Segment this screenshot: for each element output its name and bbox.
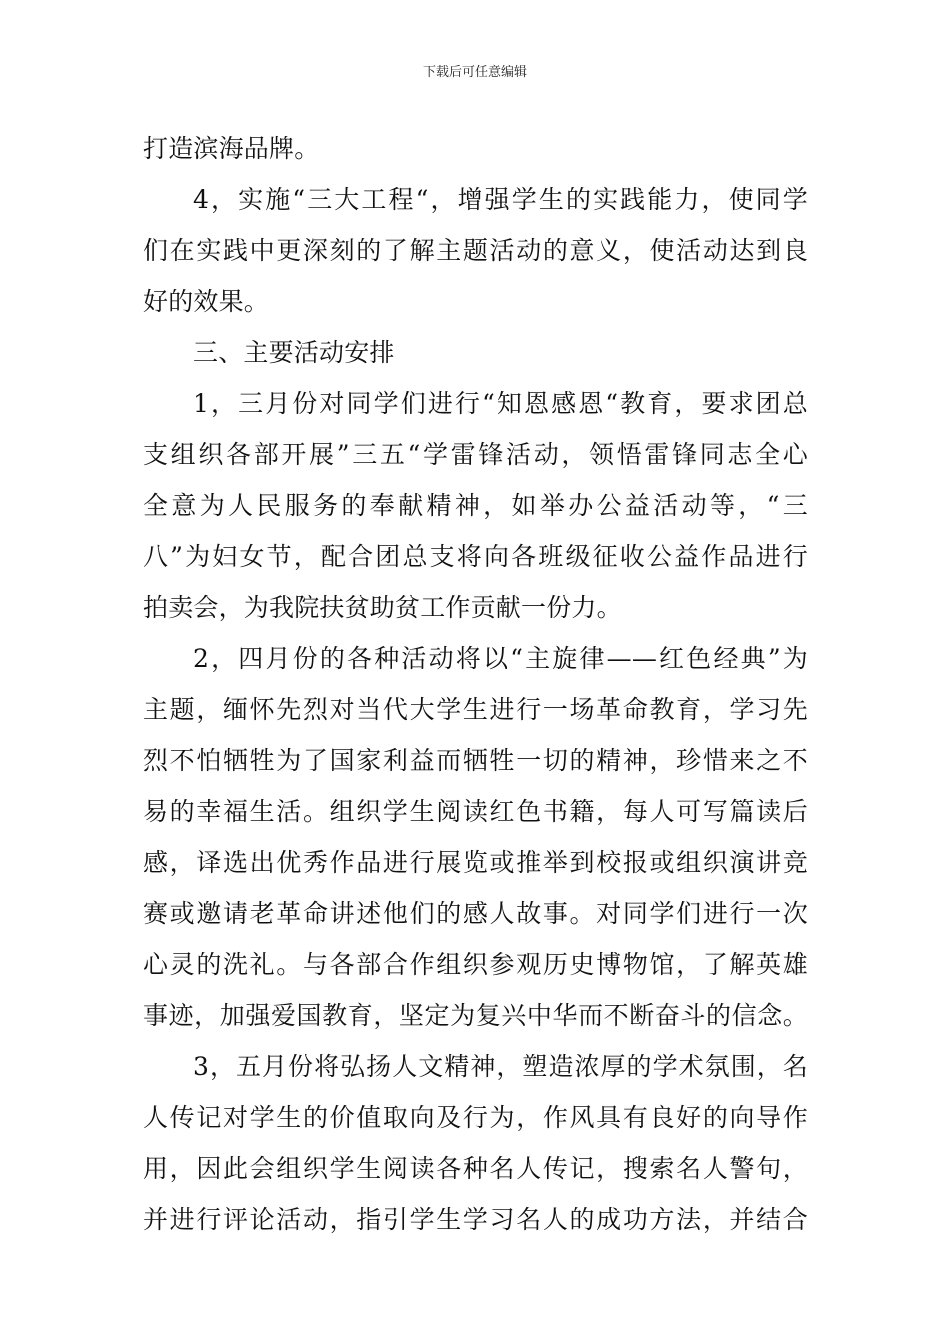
- text-line: 拍卖会，为我院扶贫助贫工作贡献一份力。: [143, 593, 622, 622]
- document-body: [143, 123, 808, 1245]
- text-line: 赛或邀请老革命讲述他们的感人故事。对同学们进行一次: [143, 899, 808, 928]
- text-line: 全意为人民服务的奉献精神，如举办公益活动等，“三: [143, 491, 808, 520]
- text-line: 三、主要活动安排: [193, 338, 395, 367]
- text-line: 支组织各部开展”三五“学雷锋活动，领悟雷锋同志全心: [143, 440, 808, 469]
- page-header-note: 下载后可任意编辑: [422, 65, 527, 80]
- text-line: 并进行评论活动，指引学生学习名人的成功方法，并结合: [143, 1205, 808, 1234]
- text-line: 3，五月份将弘扬人文精神，塑造浓厚的学术氛围，名: [193, 1052, 808, 1081]
- text-line: 事迹，加强爱国教育，坚定为复兴中华而不断奋斗的信念。: [143, 1001, 808, 1030]
- text-line: 易的幸福生活。组织学生阅读红色书籍，每人可写篇读后: [143, 797, 808, 826]
- text-line: 打造滨海品牌。: [143, 134, 320, 163]
- text-line: 们在实践中更深刻的了解主题活动的意义，使活动达到良: [143, 236, 808, 265]
- text-line: 主题，缅怀先烈对当代大学生进行一场革命教育，学习先: [143, 695, 808, 724]
- text-line: 1，三月份对同学们进行“知恩感恩“教育，要求团总: [193, 389, 808, 418]
- text-line: 4，实施“三大工程“，增强学生的实践能力，使同学: [193, 185, 808, 214]
- text-line: 感，译选出优秀作品进行展览或推举到校报或组织演讲竞: [143, 848, 808, 877]
- text-line: 八”为妇女节，配合团总支将向各班级征收公益作品进行: [143, 542, 808, 571]
- text-line: 心灵的洗礼。与各部合作组织参观历史博物馆，了解英雄: [143, 950, 808, 979]
- text-line: 好的效果。: [143, 287, 270, 316]
- text-line: 用，因此会组织学生阅读各种名人传记，搜索名人警句，: [143, 1154, 808, 1183]
- text-line: 烈不怕牺牲为了国家利益而牺牲一切的精神，珍惜来之不: [143, 746, 808, 775]
- text-line: 2，四月份的各种活动将以“主旋律——红色经典”为: [193, 644, 808, 673]
- text-line: 人传记对学生的价值取向及行为，作风具有良好的向导作: [143, 1103, 808, 1132]
